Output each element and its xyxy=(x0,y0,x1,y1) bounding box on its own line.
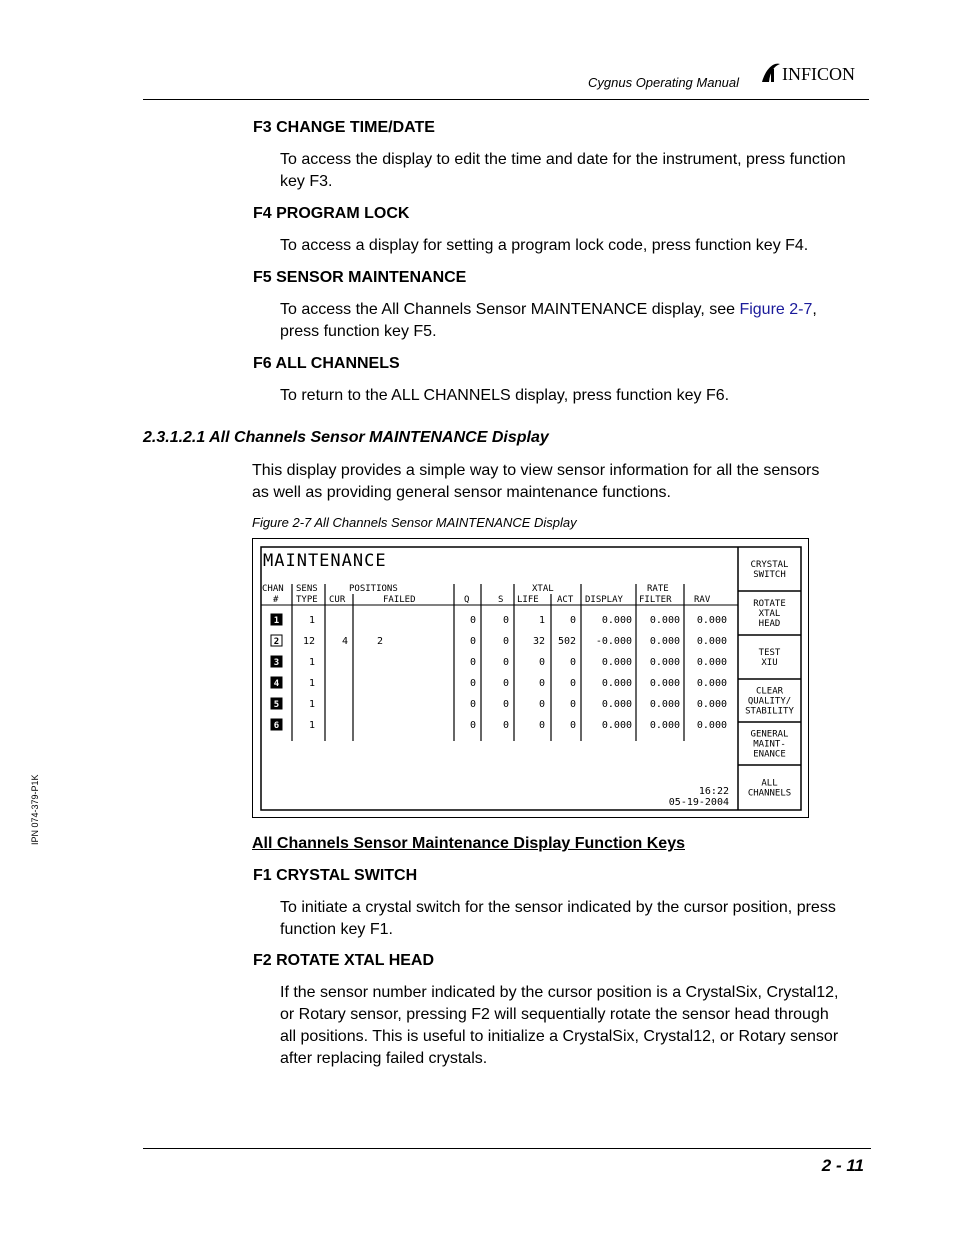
f3-heading: F3 CHANGE TIME/DATE xyxy=(253,119,435,136)
table-cell: 4 xyxy=(341,636,348,647)
function-key-label: STABILITY xyxy=(745,706,794,717)
screen-date: 05-19-2004 xyxy=(668,797,729,808)
function-key-label: XIU xyxy=(761,658,778,668)
table-cell: 0.000 xyxy=(601,720,632,731)
function-key-label: CRYSTAL xyxy=(750,560,789,570)
table-cell: 0 xyxy=(502,699,509,710)
table-cell: 0.000 xyxy=(696,615,727,626)
table-cell: 0.000 xyxy=(649,678,680,689)
f6-text: To return to the ALL CHANNELS display, press function key F6. xyxy=(280,387,730,404)
table-cell: 0.000 xyxy=(696,720,727,731)
f1-text-line1: To initiate a crystal switch for the sensor indicated by the cursor position, press xyxy=(280,899,836,916)
document-ipn: IPN 074-379-P1K xyxy=(30,774,40,845)
f3-text-line1: To access the display to edit the time and date for the instrument, press function xyxy=(280,151,846,168)
function-key-label: HEAD xyxy=(758,619,781,629)
f4-text: To access a display for setting a program lock code, press function key F4. xyxy=(280,237,809,254)
table-cell: 0.000 xyxy=(601,678,632,689)
f6-heading: F6 ALL CHANNELS xyxy=(253,355,400,372)
figure-2-7-link[interactable]: Figure 2-7 xyxy=(739,301,813,318)
table-cell: 0.000 xyxy=(601,657,632,668)
f5-text-a: To access the All Channels Sensor MAINTENANCE display, see xyxy=(280,301,740,318)
channel-number: 6 xyxy=(273,721,280,731)
section-body-line2: as well as providing general sensor maintenance functions. xyxy=(252,484,671,501)
f2-heading: F2 ROTATE XTAL HEAD xyxy=(253,952,435,969)
function-key-label: ROTATE xyxy=(753,599,786,609)
screen-title: MAINTENANCE xyxy=(263,551,387,571)
col-hdr-q: Q xyxy=(464,595,470,605)
f3-text-line2: key F3. xyxy=(280,173,333,190)
page-number: 2 - 11 xyxy=(821,1156,864,1175)
table-cell: 0 xyxy=(569,678,576,689)
table-cell: 0 xyxy=(502,615,509,626)
table-cell: 502 xyxy=(557,636,576,647)
table-cell: 32 xyxy=(532,636,545,647)
table-cell: 0.000 xyxy=(696,678,727,689)
col-hdr-rav: RAV xyxy=(694,595,711,605)
col-hdr-act: ACT xyxy=(557,595,574,605)
col-hdr-display: DISPLAY xyxy=(585,595,623,605)
table-cell: 0.000 xyxy=(601,615,632,626)
col-hdr-cur: CUR xyxy=(329,595,346,605)
f2-text-line1: If the sensor number indicated by the cursor position is a CrystalSix, Crystal12, xyxy=(280,984,839,1001)
maintenance-screen-figure xyxy=(252,538,809,818)
section-body-line1: This display provides a simple way to view sensor information for all the sensors xyxy=(252,462,820,479)
table-cell: 0 xyxy=(502,636,509,647)
col-hdr-num: # xyxy=(273,595,279,605)
function-key-label: QUALITY/ xyxy=(747,696,792,707)
function-key-label: TEST xyxy=(758,648,781,658)
col-hdr-life: LIFE xyxy=(517,595,539,605)
table-cell: 0.000 xyxy=(649,636,680,647)
f5-text-line2: press function key F5. xyxy=(280,323,437,340)
col-hdr-s: S xyxy=(498,595,504,605)
table-cell: 0 xyxy=(469,615,476,626)
col-hdr-failed: FAILED xyxy=(383,595,416,605)
table-cell: 0 xyxy=(469,678,476,689)
f1-heading: F1 CRYSTAL SWITCH xyxy=(253,867,418,884)
col-group-positions: POSITIONS xyxy=(349,584,398,594)
function-key-label: ENANCE xyxy=(753,749,786,760)
f2-text-line3: all positions. This is useful to initialize a CrystalSix, Crystal12, or Rotary sensor xyxy=(280,1028,839,1045)
channel-number: 2 xyxy=(273,637,280,647)
col-group-chan: CHAN xyxy=(262,584,284,594)
table-cell: 0.000 xyxy=(649,699,680,710)
running-header-title: Cygnus Operating Manual xyxy=(588,75,740,90)
table-cell: 0 xyxy=(469,636,476,647)
channel-number: 5 xyxy=(273,700,280,710)
table-cell: 2 xyxy=(377,636,384,647)
table-cell: 0 xyxy=(502,678,509,689)
function-key-label: SWITCH xyxy=(753,570,786,580)
f5-text-b: , xyxy=(812,301,817,318)
f1-text-line2: function key F1. xyxy=(280,921,393,938)
screen-time: 16:22 xyxy=(698,786,729,797)
col-group-sens: SENS xyxy=(296,584,318,594)
f2-text-line2: or Rotary sensor, pressing F2 will sequentially rotate the sensor head through xyxy=(280,1006,829,1023)
table-cell: 0.000 xyxy=(649,615,680,626)
table-cell: 1 xyxy=(308,615,315,626)
table-cell: 0.000 xyxy=(601,699,632,710)
table-cell: 0 xyxy=(569,615,576,626)
table-cell: 0 xyxy=(538,657,545,668)
table-cell: 0 xyxy=(569,699,576,710)
function-key-label: MAINT- xyxy=(753,739,786,750)
function-key-label: CHANNELS xyxy=(747,788,792,799)
table-cell: 0 xyxy=(569,657,576,668)
table-cell: 1 xyxy=(308,720,315,731)
table-cell: 0 xyxy=(538,678,545,689)
table-cell: 0.000 xyxy=(696,699,727,710)
col-group-xtal: XTAL xyxy=(532,584,554,594)
col-hdr-type: TYPE xyxy=(296,595,318,605)
table-cell: 0 xyxy=(469,720,476,731)
table-cell: 0 xyxy=(469,699,476,710)
channel-number: 1 xyxy=(273,616,280,626)
f5-heading: F5 SENSOR MAINTENANCE xyxy=(253,269,467,286)
f2-text-line4: after replacing failed crystals. xyxy=(280,1050,488,1067)
figure-caption: Figure 2-7 All Channels Sensor MAINTENANCE Display xyxy=(252,515,577,530)
header-rule xyxy=(143,99,869,100)
table-cell: 1 xyxy=(538,615,545,626)
screen-function-keys xyxy=(738,560,801,799)
col-hdr-filter: FILTER xyxy=(639,595,672,605)
screen-table-rows xyxy=(271,614,727,731)
table-cell: 1 xyxy=(308,699,315,710)
function-key-label: CLEAR xyxy=(755,686,784,697)
logo-text: INFICON xyxy=(782,64,856,84)
table-cell: 0 xyxy=(538,699,545,710)
function-key-label: GENERAL xyxy=(750,729,789,740)
table-cell: 0 xyxy=(502,720,509,731)
table-cell: 0.000 xyxy=(649,720,680,731)
table-cell: 0.000 xyxy=(649,657,680,668)
channel-number: 4 xyxy=(273,679,280,689)
table-cell: 0.000 xyxy=(696,636,727,647)
table-cell: 12 xyxy=(302,636,315,647)
col-group-rate: RATE xyxy=(647,584,669,594)
function-key-label: XTAL xyxy=(758,609,781,619)
footer-rule xyxy=(143,1148,871,1149)
table-cell: 0 xyxy=(502,657,509,668)
table-cell: 0 xyxy=(538,720,545,731)
table-cell: 0.000 xyxy=(696,657,727,668)
section-title: 2.3.1.2.1 All Channels Sensor MAINTENANCE Display xyxy=(143,429,549,446)
table-cell: -0.000 xyxy=(595,636,632,647)
table-cell: 0 xyxy=(569,720,576,731)
table-cell: 1 xyxy=(308,657,315,668)
inficon-logo xyxy=(760,60,875,86)
channel-number: 3 xyxy=(273,658,280,668)
function-keys-heading: All Channels Sensor Maintenance Display Function Keys xyxy=(252,835,685,852)
f4-heading: F4 PROGRAM LOCK xyxy=(253,205,410,222)
f5-text-line1 xyxy=(280,299,817,321)
function-key-label: ALL xyxy=(761,778,778,789)
table-cell: 1 xyxy=(308,678,315,689)
table-cell: 0 xyxy=(469,657,476,668)
